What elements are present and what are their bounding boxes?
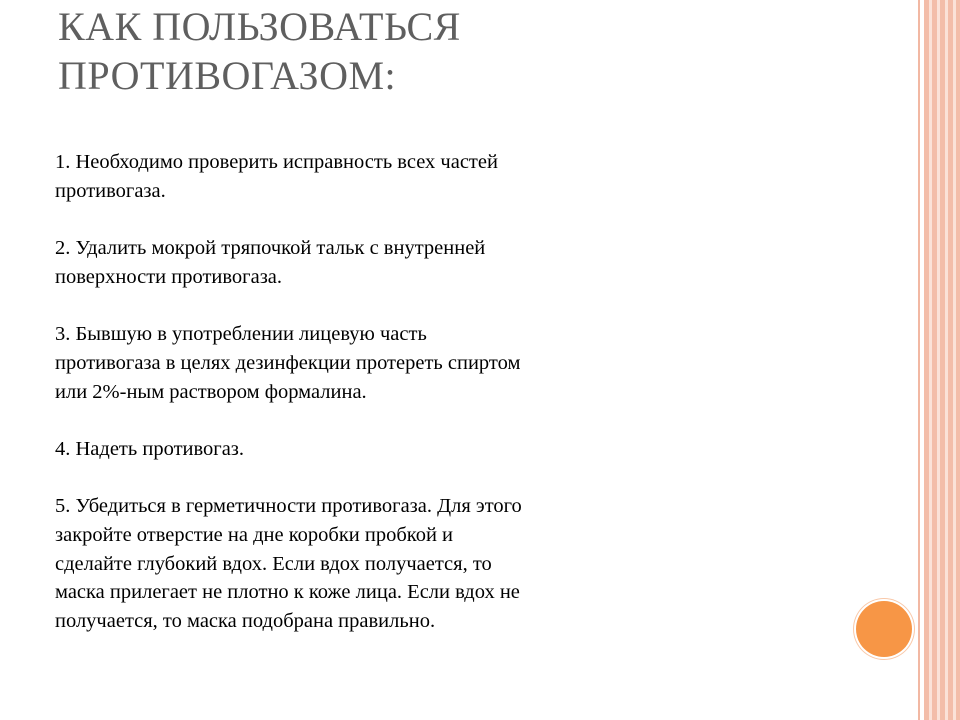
step-4: 4. Надеть противогаз. [55, 437, 245, 460]
frame-divider-line [918, 0, 920, 720]
step-3: 3. Бывшую в употреблении лицевую часть противогаза в целях дезинфекции протереть спиртом или 2%-ным раствором формалина. [55, 323, 521, 403]
step-2: 2. Удалить мокрой тряпочкой тальк с внутренней поверхности противогаза. [55, 237, 486, 288]
decorative-stripes [924, 0, 960, 720]
orange-circle-decoration [856, 601, 912, 657]
instruction-list [55, 148, 705, 636]
step-5: 5. Убедиться в герметичности противогаза. Для этого закройте отверстие на дне коробки пробкой и сделайте глубокий вдох. Если вдох получается, то маска прилегает не плотно к коже лица. Если вдох не получается, то маска подобрана правильно. [55, 495, 522, 633]
slide-title: КАК ПОЛЬЗОВАТЬСЯ ПРОТИВОГАЗОМ: [58, 4, 461, 98]
step-1: 1. Необходимо проверить исправность всех частей противогаза. [55, 151, 498, 202]
